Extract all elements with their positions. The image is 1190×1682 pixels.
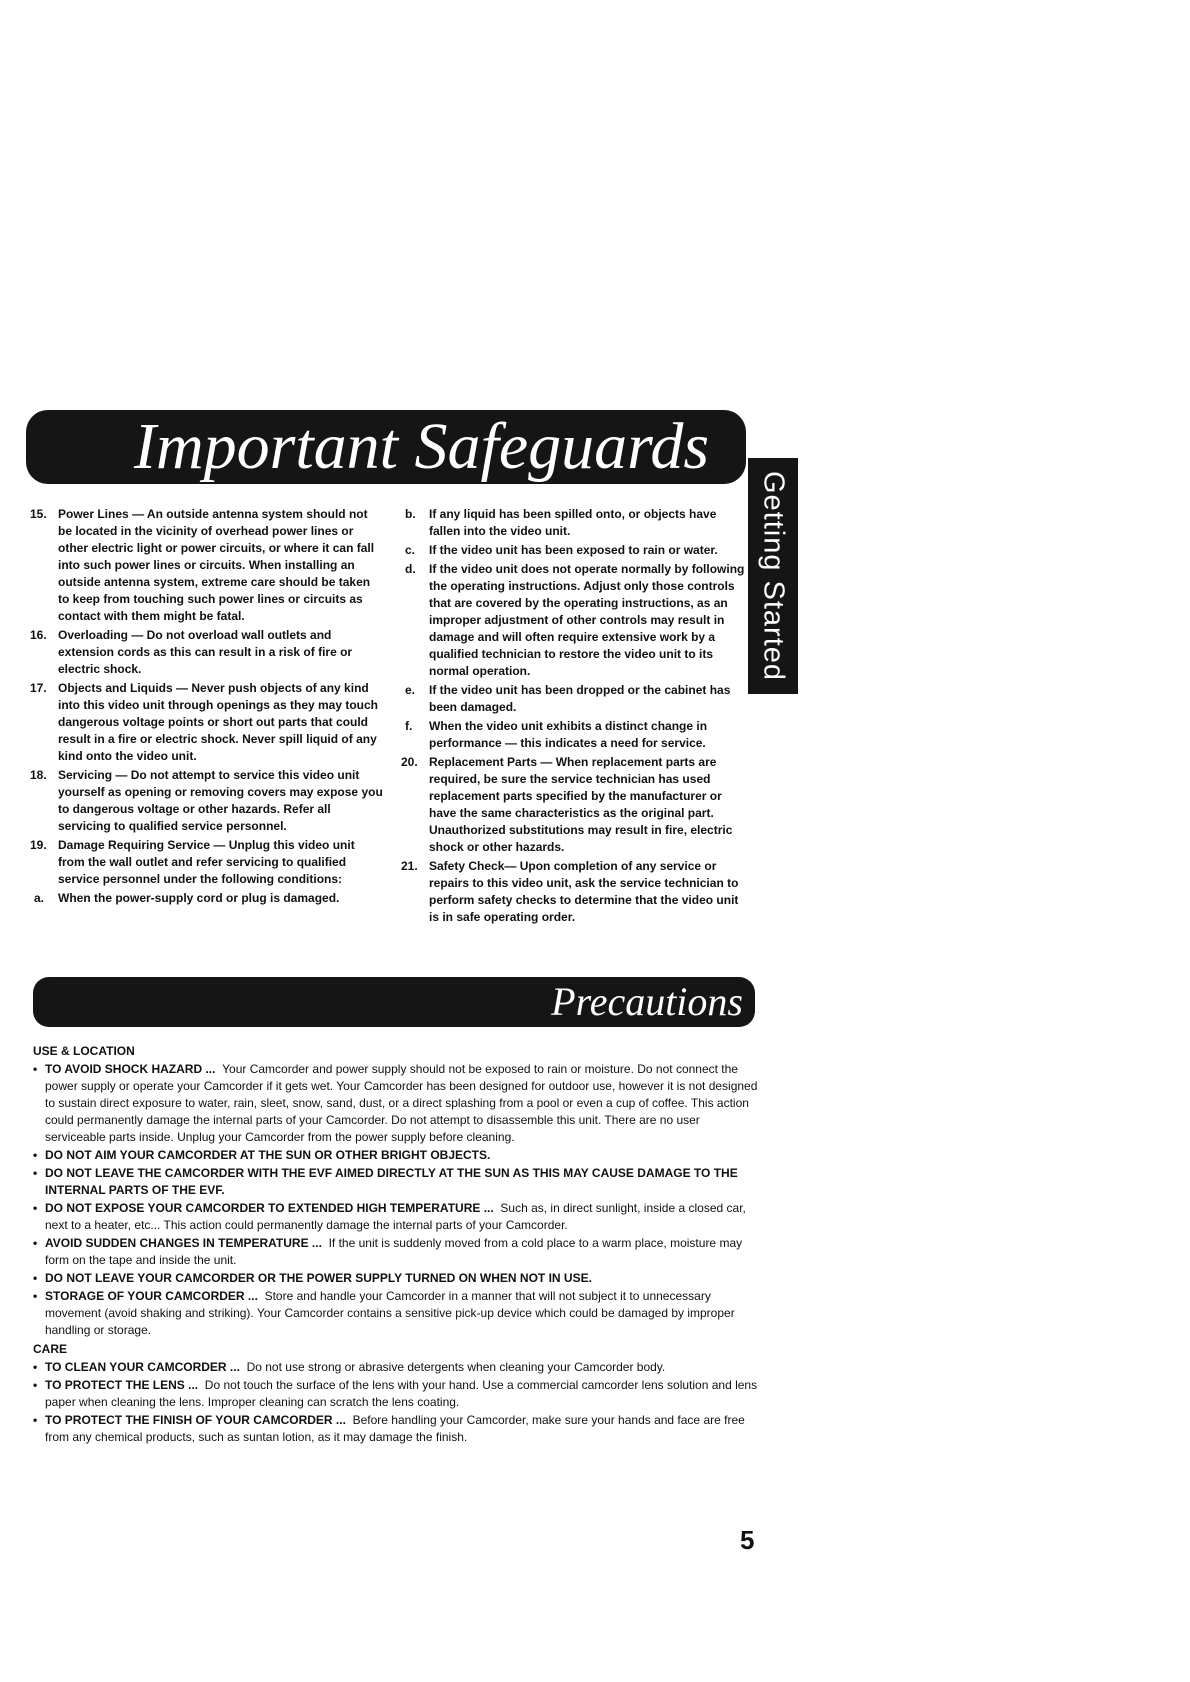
precaution-heading: DO NOT LEAVE YOUR CAMCORDER OR THE POWER SUPPLY TURNED ON WHEN NOT IN USE. [45,1271,592,1285]
safeguard-item-text: Overloading — Do not overload wall outlets and extension cords as this can result in a risk of fire or electric shock. [58,628,353,676]
bullet-icon: • [33,1360,38,1374]
precaution-item [33,1165,758,1199]
precaution-text [45,1359,758,1376]
precaution-item [33,1288,758,1339]
precaution-text [45,1288,758,1339]
precaution-heading: TO PROTECT THE FINISH OF YOUR CAMCORDER ... [45,1413,346,1427]
safeguard-item [30,506,384,625]
precaution-item [33,1359,758,1376]
condition-item [401,542,751,559]
safeguard-item-text: Safety Check— Upon completion of any service or repairs to this video unit, ask the service technician to perform safety checks to determine that the video unit is in safe operating order. [429,859,739,924]
bullet-icon: • [33,1166,38,1180]
precaution-heading: TO PROTECT THE LENS ... [45,1378,199,1392]
condition-item-text: If any liquid has been spilled onto, or objects have fallen into the video unit. [429,507,717,538]
precaution-body: Do not touch the surface of the lens with your hand. Use a commercial camcorder lens solution and lens paper when cleaning the lens. Improper cleaning can scratch the lens coating. [45,1378,758,1409]
condition-item-text: When the video unit exhibits a distinct change in performance — this indicates a need for service. [429,719,708,750]
precaution-heading: TO AVOID SHOCK HAZARD ... [45,1062,216,1076]
safeguards-left-column [30,506,384,909]
bullet-icon: • [33,1236,38,1250]
precaution-text [45,1412,758,1446]
precaution-item [33,1061,758,1146]
precaution-item [33,1235,758,1269]
precaution-text [45,1147,758,1164]
condition-item [401,718,751,752]
condition-item-text: When the power-supply cord or plug is damaged. [58,891,340,905]
safeguard-item-number: 21. [401,859,418,873]
precaution-text [45,1165,758,1199]
bullet-icon: • [33,1413,38,1427]
condition-item-number: b. [405,507,416,521]
safeguard-item-number: 15. [30,507,47,521]
precautions-title-banner [33,977,755,1027]
precaution-body: Do not use strong or abrasive detergents when cleaning your Camcorder body. [246,1360,666,1374]
precaution-heading: DO NOT AIM YOUR CAMCORDER AT THE SUN OR OTHER BRIGHT OBJECTS. [45,1148,491,1162]
precaution-text [45,1377,758,1411]
precaution-text [45,1200,758,1234]
condition-item [401,682,751,716]
safeguard-item-text: Damage Requiring Service — Unplug this video unit from the wall outlet and refer servicing to qualified service personnel under the following conditions: [58,838,355,886]
use-location-list [33,1061,758,1339]
safeguard-item [401,858,751,926]
use-location-heading: USE & LOCATION [33,1044,135,1058]
bullet-icon: • [33,1148,38,1162]
precaution-heading: STORAGE OF YOUR CAMCORDER ... [45,1289,258,1303]
safeguard-item-number: 16. [30,628,47,642]
safeguards-title: Important Safeguards [134,410,710,483]
safeguard-item-text: Servicing — Do not attempt to service this video unit yourself as opening or removing covers may expose you to dangerous voltage or other hazards. Refer all servicing to qualified service personnel. [58,768,383,833]
precautions-body [33,1041,758,1447]
precaution-item [33,1147,758,1164]
condition-item-number: f. [405,719,413,733]
precaution-item [33,1270,758,1287]
care-heading: CARE [33,1342,68,1356]
condition-item [30,890,384,907]
bullet-icon: • [33,1201,38,1215]
condition-item-number: d. [405,562,416,576]
precaution-body: If the unit is suddenly moved from a cold place to a warm place, moisture may form on the tape and inside the unit. [45,1236,743,1267]
precaution-body: Before handling your Camcorder, make sure your hands and face are free from any chemical products, such as suntan lotion, as it may damage the finish. [45,1413,745,1444]
page-number: 5 [740,1525,755,1555]
care-list [33,1359,758,1446]
bullet-icon: • [33,1378,38,1392]
safeguard-item-number: 18. [30,768,47,782]
precaution-heading: TO CLEAN YOUR CAMCORDER ... [45,1360,240,1374]
condition-item-text: If the video unit does not operate normally by following the operating instructions. Adjust only those controls that are covered by the operating instructions, as an improper adjustment of other controls may result in damage and will often require extensive work by a qualified technician to restore the video unit to its normal operation. [429,562,745,678]
condition-item [401,506,751,540]
safeguard-item [30,627,384,678]
precaution-text [45,1270,758,1287]
precaution-body: Such as, in direct sunlight, inside a closed car, next to a heater, etc... This action could permanently damage the internal parts of your Camcorder. [45,1201,746,1232]
precaution-heading: DO NOT LEAVE THE CAMCORDER WITH THE EVF AIMED DIRECTLY AT THE SUN AS THIS MAY CAUSE DAMAGE TO THE INTERNAL PARTS OF THE EVF. [45,1166,738,1197]
getting-started-tab [748,458,798,694]
precaution-text [45,1235,758,1269]
condition-item-number: e. [405,683,416,697]
safeguard-item [401,754,751,856]
safeguard-item-text: Objects and Liquids — Never push objects of any kind into this video unit through openings as they may touch dangerous voltage points or short out parts that could result in a fire or electric shock. Never spill liquid of any kind onto the video unit. [58,681,379,763]
precaution-item [33,1377,758,1411]
bullet-icon: • [33,1271,38,1285]
precaution-text [45,1061,758,1146]
precaution-heading: AVOID SUDDEN CHANGES IN TEMPERATURE ... [45,1236,322,1250]
safeguard-item-number: 19. [30,838,47,852]
safeguard-item [30,837,384,888]
precaution-item [33,1200,758,1234]
condition-item-text: If the video unit has been exposed to rain or water. [429,543,718,557]
safeguard-item [30,767,384,835]
condition-item-number: c. [405,543,416,557]
condition-item-number: a. [34,891,45,905]
precaution-item [33,1412,758,1446]
condition-item-text: If the video unit has been dropped or the cabinet has been damaged. [429,683,731,714]
bullet-icon: • [33,1289,38,1303]
precaution-body: Your Camcorder and power supply should not be exposed to rain or moisture. Do not connect the power supply or operate your Camcorder if it gets wet. Your Camcorder has been designed for outdoor use, however it is not designed to sustain direct exposure to water, rain, sleet, snow, sand, dust, or a direct splashing from a pool or even a cup of coffee. This action could permanently damage the internal parts of your Camcorder. Do not attempt to disassemble this unit. There are no user serviceable parts inside. Unplug your Camcorder from the power supply before cleaning. [45,1062,758,1144]
safeguards-right-column [401,506,751,928]
safeguard-item-number: 17. [30,681,47,695]
precautions-title: Precautions [551,979,743,1024]
precaution-body: Store and handle your Camcorder in a manner that will not subject it to unnecessary movement (avoid shaking and striking). Your Camcorder contains a sensitive pick-up device which could be damaged by improper handling or storage. [45,1289,735,1337]
safeguard-item-number: 20. [401,755,418,769]
safeguard-item [30,680,384,765]
safeguard-item-text: Power Lines — An outside antenna system should not be located in the vicinity of overhead power lines or other electric light or power circuits, or where it can fall into such power lines or circuits. When installing an outside antenna system, extreme care should be taken to keep from touching such power lines or circuits as contact with them might be fatal. [58,507,375,623]
safeguard-item-text: Replacement Parts — When replacement parts are required, be sure the service technician has used replacement parts specified by the manufacturer or have the same characteristics as the original part. Unauthorized substitutions may result in fire, electric shock or other hazards. [429,755,733,854]
precaution-heading: DO NOT EXPOSE YOUR CAMCORDER TO EXTENDED HIGH TEMPERATURE ... [45,1201,494,1215]
bullet-icon: • [33,1062,38,1076]
condition-item [401,561,751,680]
side-tab-label: Getting Started [757,470,790,682]
safeguards-title-banner [26,410,746,484]
